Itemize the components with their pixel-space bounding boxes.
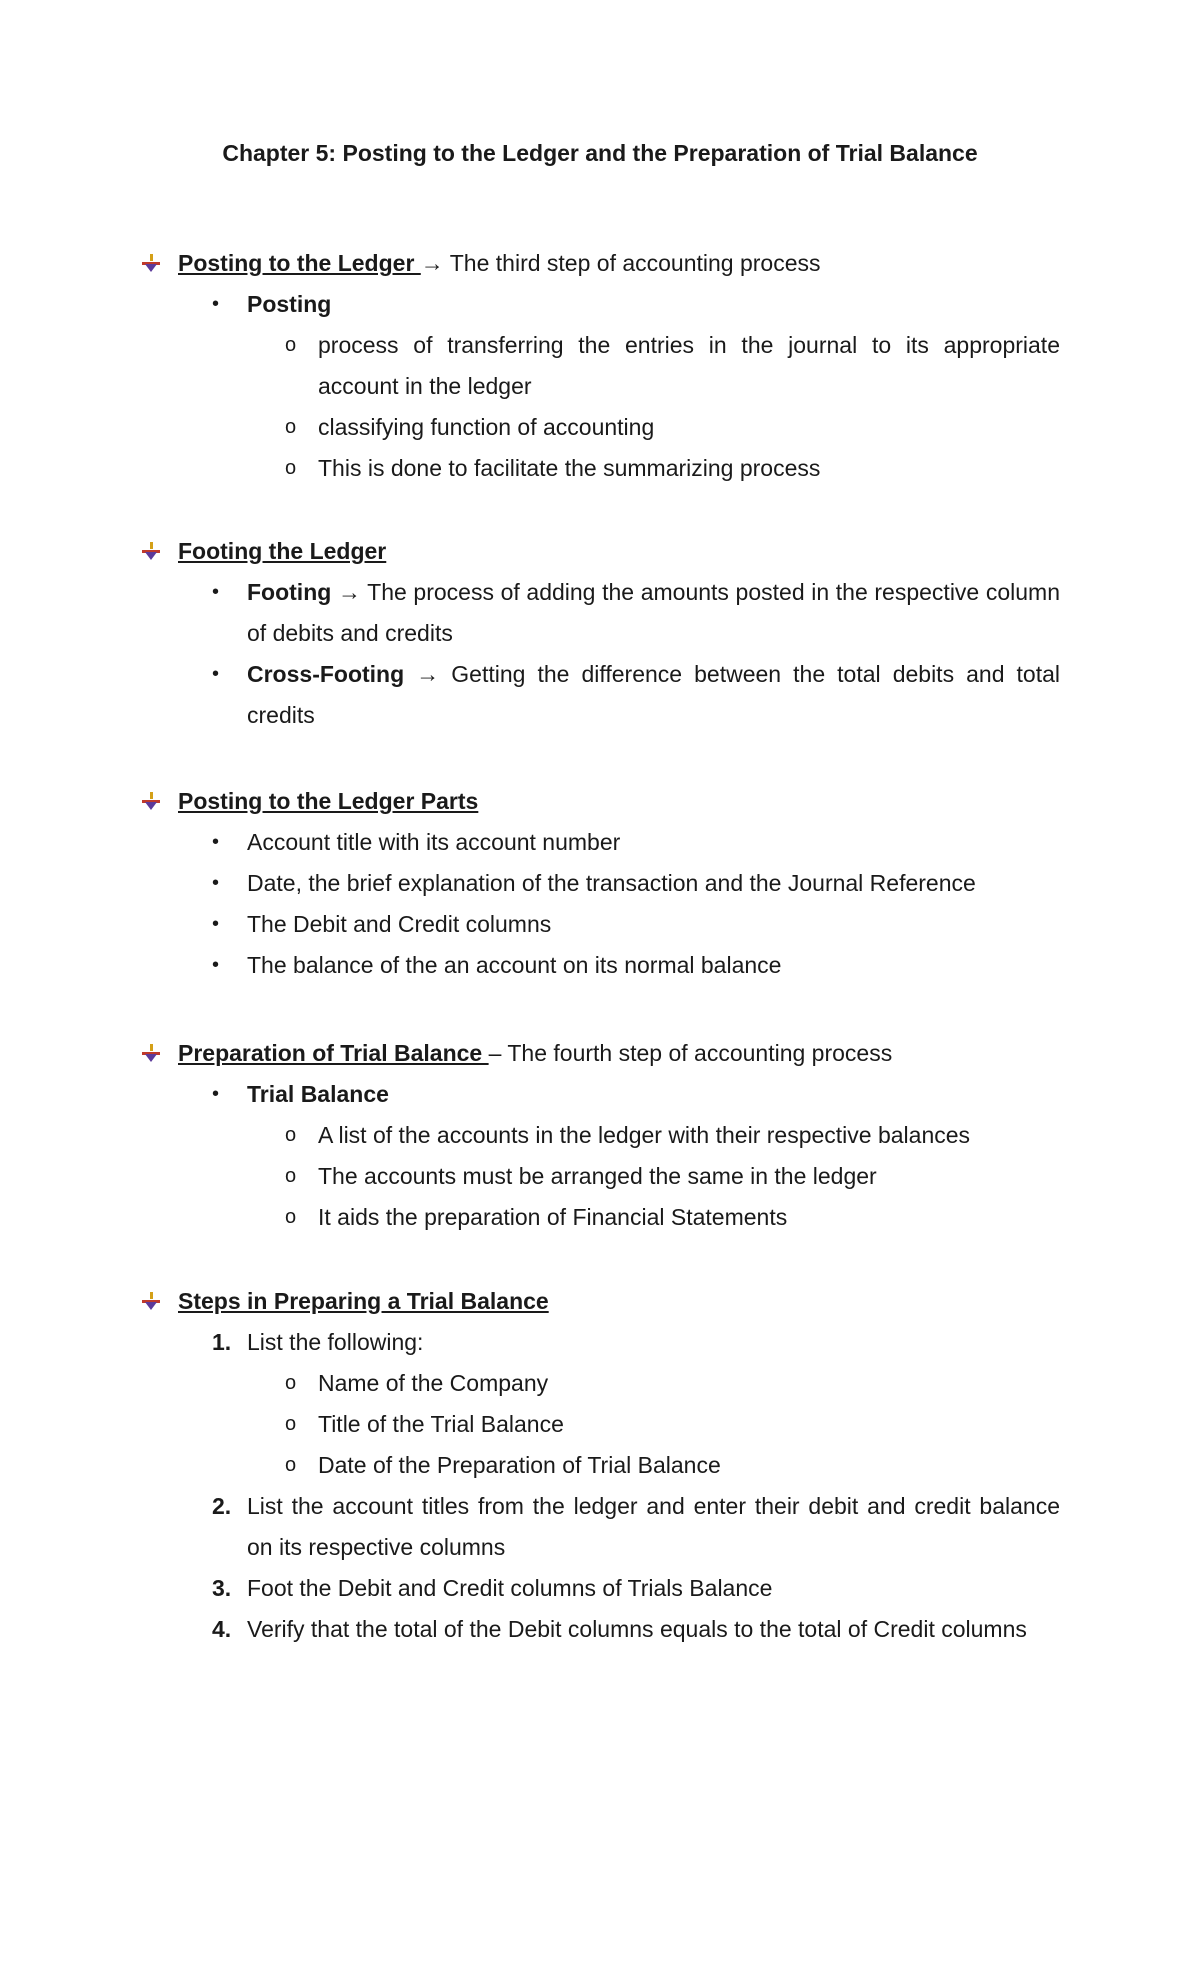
heading-text: Preparation of Trial Balance	[178, 1040, 489, 1066]
section-heading	[140, 780, 1060, 822]
bullet-icon: •	[212, 831, 220, 853]
sub-list-item	[140, 448, 1060, 489]
circle-bullet-icon: o	[285, 416, 297, 438]
circle-bullet-icon: o	[285, 1372, 297, 1394]
arrow-down-bullet-icon	[142, 792, 160, 810]
bullet-icon: •	[212, 663, 220, 685]
sub-list-item	[140, 1156, 1060, 1197]
page-title: Chapter 5: Posting to the Ledger and the Preparation of Trial Balance	[222, 140, 978, 166]
sub-item-text: Name of the Company	[318, 1370, 549, 1396]
arrow-down-bullet-icon	[142, 1292, 160, 1310]
item-number: 1.	[212, 1329, 232, 1355]
section-heading	[140, 242, 1060, 284]
sub-list-item	[140, 325, 1060, 407]
arrow-down-bullet-icon	[142, 254, 160, 272]
circle-bullet-icon: o	[285, 1454, 297, 1476]
section-ledger-parts	[140, 780, 1060, 986]
item-text: Foot the Debit and Credit columns of Trials Balance	[247, 1575, 773, 1601]
bullet-icon: •	[212, 581, 220, 603]
heading-description: The third step of accounting process	[443, 250, 821, 276]
sub-item-text: This is done to facilitate the summarizing process	[318, 455, 821, 481]
circle-bullet-icon: o	[285, 334, 297, 356]
list-item	[140, 1074, 1060, 1115]
arrow-down-bullet-icon	[142, 1044, 160, 1062]
list-item	[140, 945, 1060, 986]
arrow-icon: →	[416, 661, 440, 687]
sub-item-text: The accounts must be arranged the same in the ledger	[318, 1163, 877, 1189]
section-posting	[140, 242, 1060, 489]
circle-bullet-icon: o	[285, 1206, 297, 1228]
bullet-icon: •	[212, 913, 220, 935]
section-heading	[140, 1032, 1060, 1074]
item-text: Date, the brief explanation of the transaction and the Journal Reference	[247, 870, 976, 896]
section-steps	[140, 1280, 1060, 1650]
section-footing	[140, 530, 1060, 736]
numbered-item	[140, 1322, 1060, 1363]
circle-bullet-icon: o	[285, 1124, 297, 1146]
item-text: The process of adding the amounts posted in the respective column of debits and credits	[247, 579, 1060, 646]
item-text: The balance of the an account on its normal balance	[247, 952, 782, 978]
sub-item-text: classifying function of accounting	[318, 414, 655, 440]
sub-list-item	[140, 1404, 1060, 1445]
list-item	[140, 572, 1060, 654]
sub-item-text: A list of the accounts in the ledger with their respective balances	[318, 1122, 971, 1148]
sub-item-text: It aids the preparation of Financial Statements	[318, 1204, 788, 1230]
item-text: Account title with its account number	[247, 829, 621, 855]
list-item	[140, 904, 1060, 945]
item-text: Verify that the total of the Debit columns equals to the total of Credit columns	[247, 1616, 1027, 1642]
list-item	[140, 284, 1060, 325]
sub-item-text: process of transferring the entries in the journal to its appropriate account in the ledger	[318, 332, 1060, 399]
bullet-icon: •	[212, 293, 220, 315]
item-text: List the account titles from the ledger and enter their debit and credit balance on its respective columns	[247, 1493, 1060, 1560]
list-item	[140, 654, 1060, 736]
arrow-icon: →	[420, 250, 444, 276]
numbered-item	[140, 1568, 1060, 1609]
sub-list-item	[140, 1363, 1060, 1404]
heading-text: Posting to the Ledger Parts	[178, 788, 479, 814]
numbered-item	[140, 1486, 1060, 1568]
item-number: 4.	[212, 1616, 232, 1642]
bullet-icon: •	[212, 954, 220, 976]
term: Trial Balance	[247, 1081, 389, 1107]
section-trial-balance	[140, 1032, 1060, 1238]
item-text: The Debit and Credit columns	[247, 911, 552, 937]
term: Cross-Footing	[247, 661, 405, 687]
heading-description: The fourth step of accounting process	[501, 1040, 893, 1066]
term: Footing	[247, 579, 332, 605]
list-item	[140, 822, 1060, 863]
sub-list-item	[140, 1445, 1060, 1486]
item-text: Getting the difference between the total debits and total credits	[247, 661, 1061, 728]
arrow-down-bullet-icon	[142, 542, 160, 560]
circle-bullet-icon: o	[285, 457, 297, 479]
sub-list-item	[140, 407, 1060, 448]
bullet-icon: •	[212, 1083, 220, 1105]
item-number: 2.	[212, 1493, 232, 1519]
heading-text: Steps in Preparing a Trial Balance	[178, 1288, 549, 1314]
sub-item-text: Date of the Preparation of Trial Balance	[318, 1452, 721, 1478]
section-heading	[140, 1280, 1060, 1322]
section-heading	[140, 530, 1060, 572]
numbered-item	[140, 1609, 1060, 1650]
heading-text: Footing the Ledger	[178, 538, 387, 564]
dash: –	[488, 1040, 502, 1066]
list-item	[140, 863, 1060, 904]
term: Posting	[247, 291, 332, 317]
circle-bullet-icon: o	[285, 1413, 297, 1435]
sub-list-item	[140, 1197, 1060, 1238]
circle-bullet-icon: o	[285, 1165, 297, 1187]
heading-text: Posting to the Ledger	[178, 250, 421, 276]
bullet-icon: •	[212, 872, 220, 894]
item-text: List the following:	[247, 1329, 424, 1355]
sub-item-text: Title of the Trial Balance	[318, 1411, 564, 1437]
sub-list-item	[140, 1115, 1060, 1156]
arrow-icon: →	[337, 579, 361, 605]
item-number: 3.	[212, 1575, 232, 1601]
